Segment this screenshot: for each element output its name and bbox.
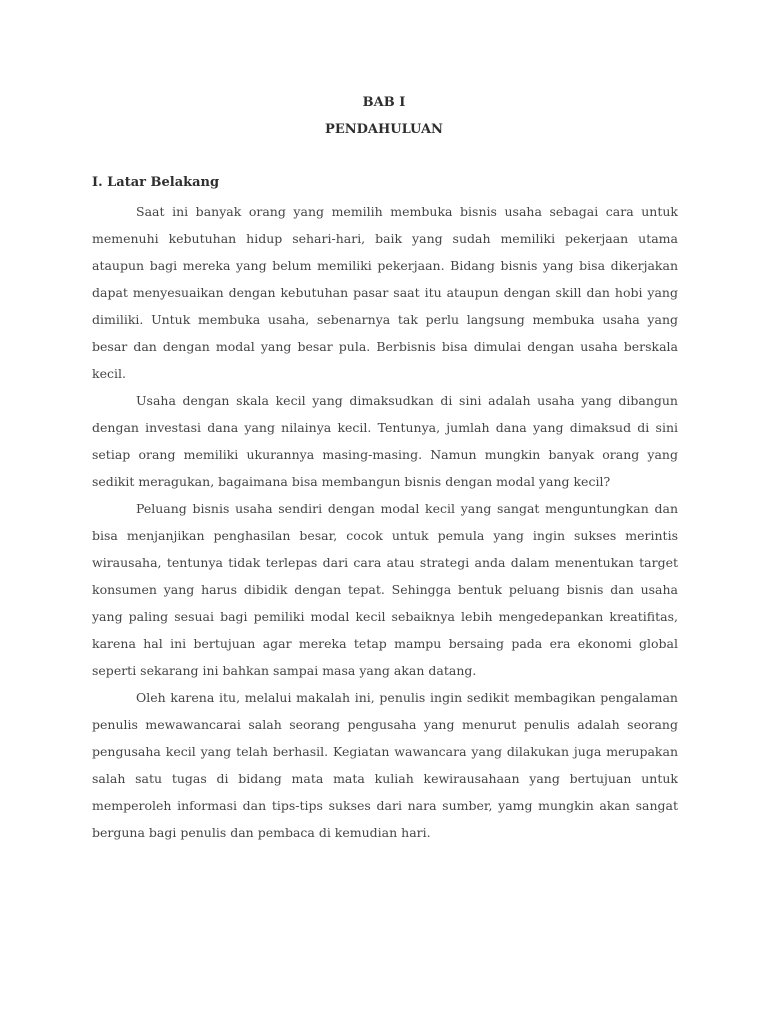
- paragraph: Saat ini banyak orang yang memilih membuka bisnis usaha sebagai cara untuk memenuhi kebutuhan hidup sehari-hari, baik yang sudah memiliki pekerjaan utama ataupun bagi mereka yang belum memiliki pekerjaan. Bidang bisnis yang bisa dikerjakan dapat menyesuaikan dengan kebutuhan pasar saat itu ataupun dengan skill dan hobi yang dimiliki. Untuk membuka usaha, sebenarnya tak perlu langsung membuka usaha yang besar dan dengan modal yang besar pula. Berbisnis bisa dimulai dengan usaha berskala kecil.: [92, 204, 678, 381]
- chapter-number: BAB I: [362, 95, 406, 110]
- paragraph: Peluang bisnis usaha sendiri dengan modal kecil yang sangat menguntungkan dan bisa menjanjikan penghasilan besar, cocok untuk pemula yang ingin sukses merintis wirausaha, tentunya tidak terlepas dari cara atau strategi anda dalam menentukan target konsumen yang harus dibidik dengan tepat. Sehingga bentuk peluang bisnis dan usaha yang paling sesuai bagi pemiliki modal kecil sebaiknya lebih mengedepankan kreatifitas, karena hal ini bertujuan agar mereka tetap mampu bersaing pada era ekonomi global seperti sekarang ini bahkan sampai masa yang akan datang.: [92, 501, 678, 678]
- body-text: [92, 198, 678, 846]
- chapter-title: PENDAHULUAN: [325, 122, 443, 137]
- section-heading: I. Latar Belakang: [92, 175, 220, 190]
- paragraph: Oleh karena itu, melalui makalah ini, penulis ingin sedikit membagikan pengalaman penulis mewawancarai salah seorang pengusaha yang menurut penulis adalah seorang pengusaha kecil yang telah berhasil. Kegiatan wawancara yang dilakukan juga merupakan salah satu tugas di bidang mata mata kuliah kewirausahaan yang bertujuan untuk memperoleh informasi dan tips-tips sukses dari nara sumber, yamg mungkin akan sangat berguna bagi penulis dan pembaca di kemudian hari.: [92, 690, 678, 840]
- paragraph: Usaha dengan skala kecil yang dimaksudkan di sini adalah usaha yang dibangun dengan investasi dana yang nilainya kecil. Tentunya, jumlah dana yang dimaksud di sini setiap orang memiliki ukurannya masing-masing. Namun mungkin banyak orang yang sedikit meragukan, bagaimana bisa membangun bisnis dengan modal yang kecil?: [92, 393, 678, 489]
